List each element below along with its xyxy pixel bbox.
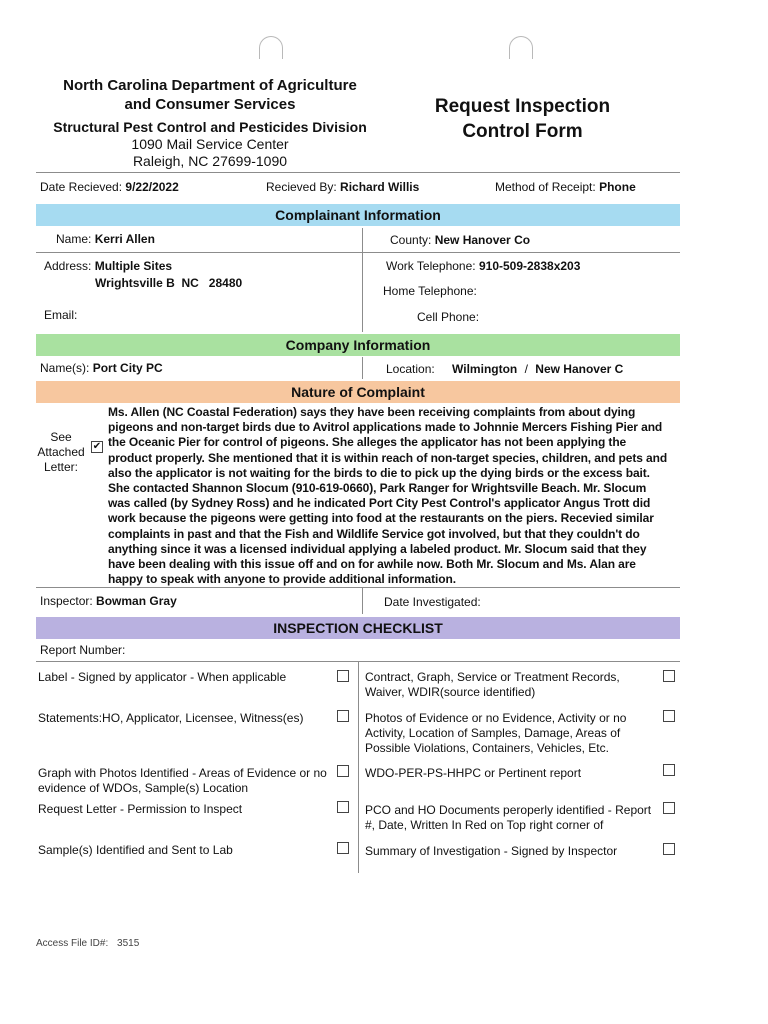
divider (36, 587, 680, 588)
punch-hole-left (259, 36, 283, 59)
access-file-label: Access File ID#: (36, 938, 109, 949)
checklist-checkbox[interactable] (663, 843, 675, 855)
inspector (40, 594, 177, 609)
checklist-item-samples: Sample(s) Identified and Sent to Lab (38, 843, 233, 857)
cell-phone-label: Cell Phone: (417, 310, 480, 324)
access-file-id (36, 938, 139, 949)
checklist-item-request-letter: Request Letter - Permission to Inspect (38, 802, 243, 816)
agency-address-line2: Raleigh, NC 27699-1090 (132, 153, 288, 169)
received-by (266, 180, 419, 195)
date-received (40, 180, 179, 195)
column-divider (358, 661, 359, 873)
checklist-checkbox[interactable] (337, 801, 349, 813)
location-county: New Hanover C (535, 362, 624, 376)
checklist-item-contract: Contract, Graph, Service or Treatment Records, Waiver, WDIR(source identified) (365, 670, 620, 699)
complainant-address (44, 259, 172, 274)
see-attached-checkbox[interactable]: ✔ (92, 441, 102, 452)
company-names-label: Name(s): (40, 361, 90, 375)
address-line1: Multiple Sites (94, 259, 173, 273)
form-title (420, 94, 625, 144)
complaint-narrative: Ms. Allen (NC Coastal Federation) says they have been receiving complaints from about dying pigeons and non-target birds due to Avitrol applications made to Johnnie Mercers Fishing Pier and the Oceanic Pier for control of pigeons. She alleges the applicator has not been applying the product properly. She mentioned that it is within reach of non-target species, children, and pets and also the applicator is not waiting for the birds to die to pick up the dying birds or the excess bait. She contacted Shannon Slocum (910-619-0660), Park Ranger for Wrightsville Beach. Mr. Slocum was called (by Sydney Ross) and he indicated Port City Pest Control's applicator Angus Trott did work because the pigeons were getting into food at the restaurants on the piers. Recevied similar complaints in past and that the Fish and Wildlife Service got involved, but that they couldn't do anything since it was a licensed individual applying a labeled product. Mr. Slocum said that they have been dealing with this issue off and on for awhile now. Both Mr. Slocum and Ms. Alan are happy to speak with anyone to provide additional information. (108, 405, 668, 587)
checklist-item-summary: Summary of Investigation - Signed by Inspector (365, 844, 618, 858)
receipt-method-label: Method of Receipt: (495, 180, 596, 194)
divider (36, 252, 680, 253)
work-telephone (386, 259, 580, 274)
company-names (40, 361, 163, 376)
inspector-label: Inspector: (40, 594, 93, 608)
received-by-value: Richard Willis (340, 180, 420, 194)
county-label: County: (390, 233, 432, 247)
access-file-value: 3515 (117, 938, 140, 949)
email-label: Email: (44, 308, 78, 322)
checklist-checkbox[interactable] (663, 710, 675, 722)
complainant-name-value: Kerri Allen (94, 232, 155, 246)
checklist-item-photos: Photos of Evidence or no Evidence, Activity or no Activity, Location of Samples, Damage, Areas of Possible Violations, Containers, Vehicles, Etc. (365, 711, 627, 755)
complainant-section-header: Complainant Information (36, 204, 680, 226)
checklist-checkbox[interactable] (337, 842, 349, 854)
date-received-label: Date Recieved: (40, 180, 123, 194)
agency-name-line2: and Consumer Services (124, 96, 296, 113)
date-received-value: 9/22/2022 (125, 180, 179, 194)
date-investigated-label: Date Investigated: (384, 595, 481, 609)
complaint-section-header: Nature of Complaint (36, 381, 680, 403)
divider (36, 172, 680, 173)
complainant-name (56, 232, 155, 247)
checklist-item-statements: Statements:HO, Applicator, Licensee, Witness(es) (38, 711, 304, 725)
complainant-name-label: Name: (56, 232, 92, 246)
punch-hole-right (509, 36, 533, 59)
company-location (386, 362, 623, 377)
checklist-checkbox[interactable] (337, 765, 349, 777)
work-telephone-label: Work Telephone: (386, 259, 476, 273)
checklist-checkbox[interactable] (663, 802, 675, 814)
complainant-county (390, 233, 530, 248)
inspector-value: Bowman Gray (96, 594, 177, 608)
work-telephone-value: 910-509-2838x203 (478, 259, 581, 273)
column-divider (362, 588, 363, 614)
address-label: Address: (44, 259, 92, 273)
checklist-checkbox[interactable] (663, 764, 675, 776)
agency-header (0, 76, 420, 170)
receipt-method (495, 180, 636, 195)
location-separator: / (524, 362, 528, 376)
division-name: Structural Pest Control and Pesticides Division (53, 119, 367, 135)
checklist-checkbox[interactable] (663, 670, 675, 682)
report-number-label: Report Number: (40, 643, 126, 657)
company-section-header: Company Information (36, 334, 680, 356)
location-label: Location: (386, 362, 435, 376)
agency-address-line1: 1090 Mail Service Center (131, 136, 289, 152)
checklist-checkbox[interactable] (337, 670, 349, 682)
receipt-method-value: Phone (599, 180, 636, 194)
see-attached-letter-label: See Attached Letter: (37, 430, 85, 474)
checklist-section-header: INSPECTION CHECKLIST (36, 617, 680, 639)
received-by-label: Recieved By: (266, 180, 337, 194)
home-telephone-label: Home Telephone: (383, 284, 477, 298)
form-title-line2: Control Form (462, 121, 583, 142)
address-line2: Wrightsville B NC 28480 (95, 276, 243, 290)
county-value: New Hanover Co (434, 233, 531, 247)
checklist-item-wdo-report: WDO-PER-PS-HHPC or Pertinent report (365, 766, 582, 780)
checklist-item-pco-documents: PCO and HO Documents peroperly identified - Report #, Date, Written In Red on Top right corner of (365, 803, 652, 832)
column-divider (362, 357, 363, 379)
checklist-checkbox[interactable] (337, 710, 349, 722)
checklist-item-graph: Graph with Photos Identified - Areas of Evidence or no evidence of WDOs, Sample(s) Location (38, 766, 327, 795)
checklist-item-label: Label - Signed by applicator - When applicable (38, 670, 287, 684)
column-divider (362, 228, 363, 332)
agency-name-line1: North Carolina Department of Agriculture (63, 77, 357, 94)
company-names-value: Port City PC (92, 361, 163, 375)
location-city: Wilmington (452, 362, 518, 376)
form-title-line1: Request Inspection (434, 96, 611, 117)
